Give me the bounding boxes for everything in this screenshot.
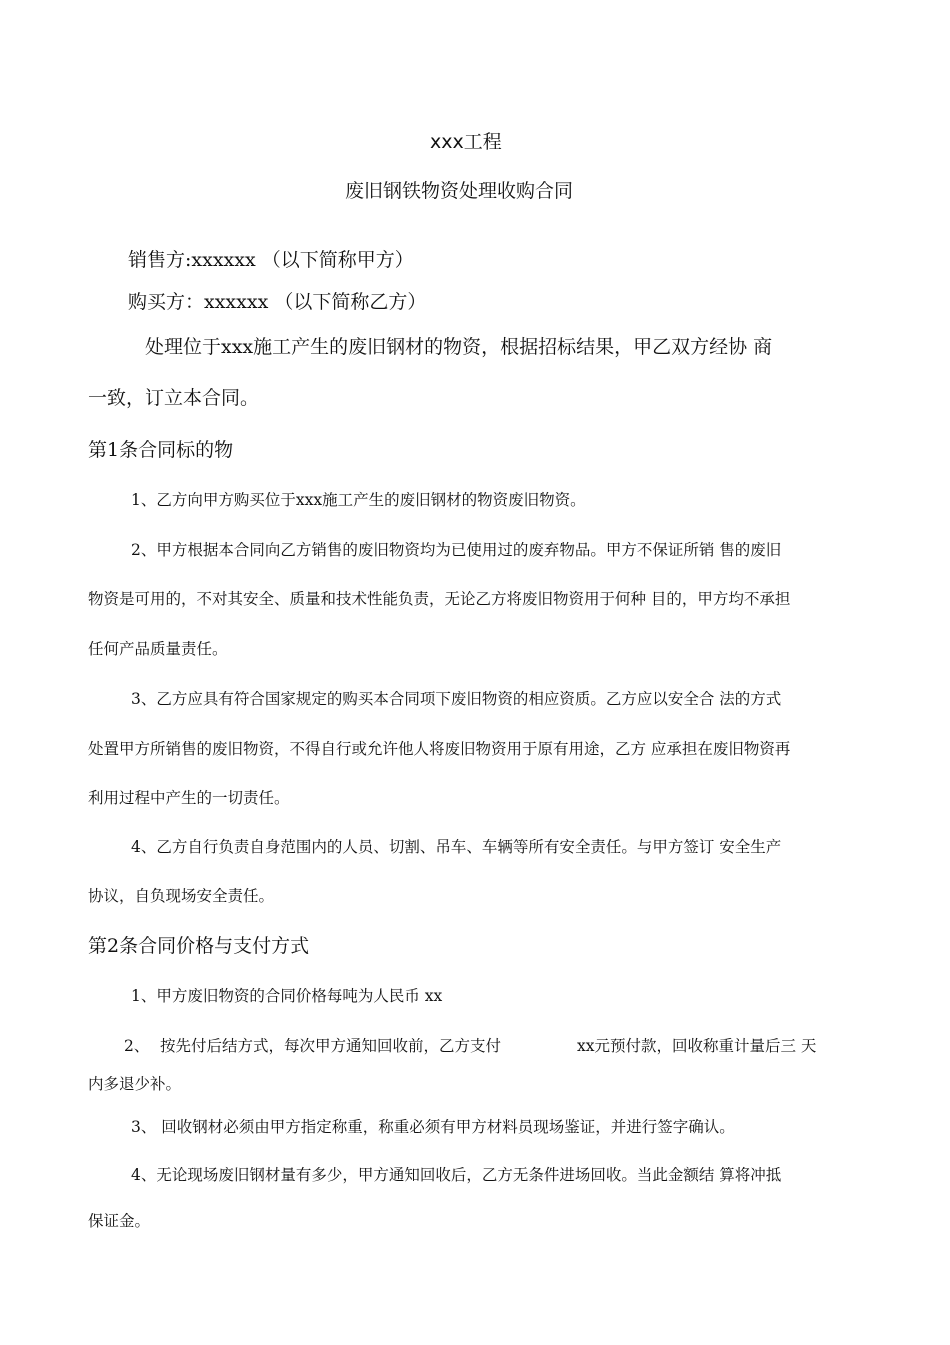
article-1-clause-2-line-2: 物资是可用的，不对其安全、质量和技术性能负责，无论乙方将废旧物资用于何种 目的，甲方均不承担 bbox=[88, 590, 791, 608]
article-1-clause-4-line-1: 4、乙方自行负责自身范围内的人员、切割、吊车、车辆等所有安全责任。与甲方签订 安全生产 bbox=[131, 838, 782, 856]
seller-line: 销售方:xxxxxx （以下简称甲方） bbox=[128, 249, 414, 271]
article-2-clause-1: 1、甲方废旧物资的合同价格每吨为人民币 xx bbox=[131, 987, 443, 1005]
intro-line-2: 一致，订立本合同。 bbox=[88, 387, 260, 409]
article-1-clause-3-line-3: 利用过程中产生的一切责任。 bbox=[88, 789, 290, 807]
article-1-clause-2-line-1: 2、甲方根据本合同向乙方销售的废旧物资均为已使用过的废弃物品。甲方不保证所销 售的废旧 bbox=[131, 541, 782, 559]
article-1-clause-2-line-3: 任何产品质量责任。 bbox=[88, 640, 228, 658]
article-2-clause-2-number: 2、 bbox=[124, 1037, 150, 1055]
article-1-clause-1: 1、乙方向甲方购买位于xxx施工产生的废旧钢材的物资废旧物资。 bbox=[131, 491, 586, 509]
article-2-clause-4-line-1: 4、无论现场废旧钢材量有多少，甲方通知回收后，乙方无条件进场回收。当此金额结 算将冲抵 bbox=[131, 1166, 782, 1184]
article-1-clause-3-line-1: 3、乙方应具有符合国家规定的购买本合同项下废旧物资的相应资质。乙方应以安全合 法的方式 bbox=[131, 690, 782, 708]
intro-line-1: 处理位于xxx施工产生的废旧钢材的物资，根据招标结果，甲乙双方经协 商 bbox=[145, 336, 773, 358]
article-2-heading: 第2条合同价格与支付方式 bbox=[88, 935, 310, 957]
article-2-clause-2-line-1b: xx元预付款，回收称重计量后三 天 bbox=[577, 1037, 817, 1055]
article-2-clause-2-line-2: 内多退少补。 bbox=[88, 1075, 182, 1093]
article-1-clause-3-line-2: 处置甲方所销售的废旧物资，不得自行或允许他人将废旧物资用于原有用途，乙方 应承担在废旧物资再 bbox=[88, 740, 791, 758]
article-2-clause-2-line-1a: 按先付后结方式，每次甲方通知回收前，乙方支付 bbox=[160, 1037, 502, 1055]
article-1-clause-4-line-2: 协议，自负现场安全责任。 bbox=[88, 887, 275, 905]
buyer-line: 购买方：xxxxxx （以下简称乙方） bbox=[128, 291, 427, 313]
article-2-clause-4-line-2: 保证金。 bbox=[88, 1212, 151, 1230]
article-1-heading: 第1条合同标的物 bbox=[88, 439, 234, 461]
document-title: xxx工程 bbox=[430, 131, 502, 153]
document-subtitle: 废旧钢铁物资处理收购合同 bbox=[345, 180, 574, 202]
article-2-clause-3: 3、 回收钢材必须由甲方指定称重，称重必须有甲方材料员现场鉴证，并进行签字确认。 bbox=[131, 1118, 735, 1136]
